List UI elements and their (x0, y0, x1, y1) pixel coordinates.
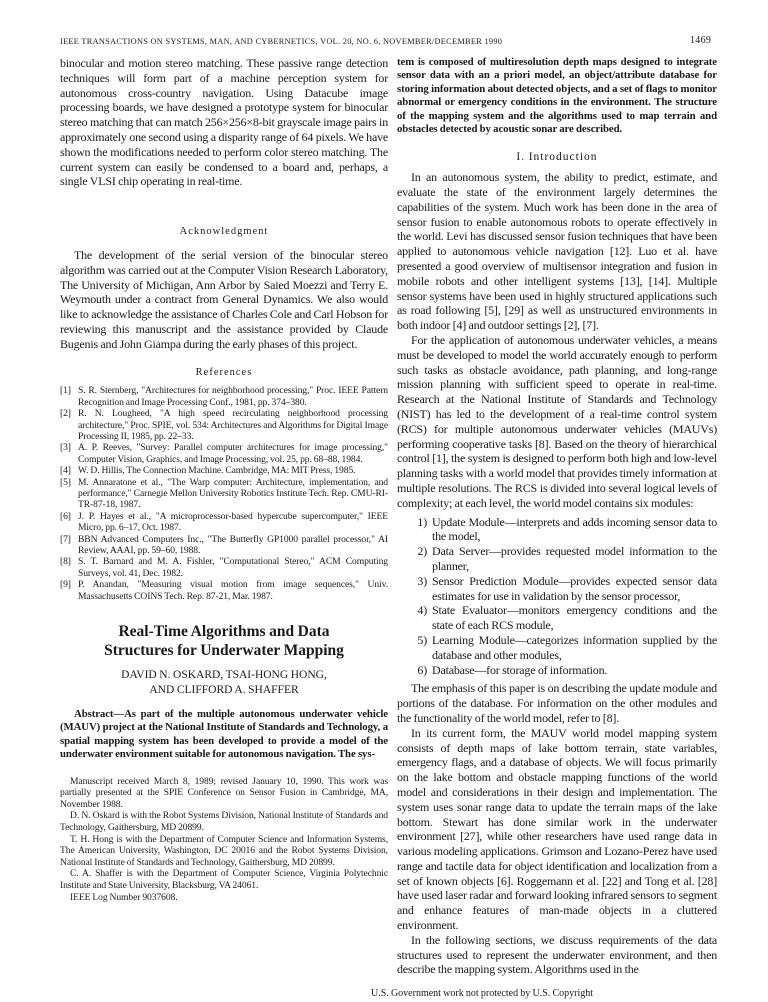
reference-number: [6] (60, 510, 71, 522)
intro-paragraph-4: In its current form, the MAUV world model mapping system consists of depth maps of lake bottom terrain, state variables, emergency flags, and a database of objects. We will focus primarily on the lake bottom and obstacle mapping functions of the world model and considerations in their design and implementation. The system uses sonar range data to update the terrain maps of the lake bottom. Stewart has done similar work in the underwater environment [27], while other researchers have used range data in various modeling applications. Grimson and Lozano-Perez have used range and tactile data for object identification and localization from a set of known objects [6]. Roggemann et al. [22] and Tong et al. [28] have used laser radar and forward looking infrared sensors to segment and enhance features of man-made objects in a cluttered environment. (397, 725, 717, 933)
intro-paragraph-1: In an autonomous system, the ability to predict, estimate, and evaluate the state of the environment largely determines the capabilities of the system. Much work has been done in the area of sensor fusion to enable autonomous robots to operate effectively in the world. Levi has discussed sensor fusion techniques that have been applied to autonomous vehicle navigation [12]. Luo et al. have presented a good overview of multisensor integration and fusion in mobile robots and other intelligent systems [13], [14]. Multiple sensor systems have been used in highly structured applications such as road following [5], [29] as well as unstructured environments in both indoor [4] and outdoor settings [2], [7]. (397, 170, 717, 333)
reference-item (60, 442, 388, 465)
module-number: 1) (417, 514, 427, 529)
reference-text: A. P. Reeves, "Survey: Parallel computer architectures for image processing," Computer Vision, Graphics, and Image Processing, vol. 25, pp. 68–88, 1984. (78, 442, 388, 465)
footnote: C. A. Shaffer is with the Department of Computer Science, Virginia Polytechnic Institute and State University, Blacksburg, VA 24061. (60, 868, 388, 892)
reference-text: W. D. Hillis, The Connection Machine. Cambridge, MA: MIT Press, 1985. (78, 465, 356, 477)
module-list (397, 515, 717, 678)
module-item (397, 633, 717, 663)
intro-continuation: binocular and motion stereo matching. These passive range detection techniques will form part of a machine perception system for autonomous cross-country navigation. Using Datacube image processing boards, we have designed a prototype system for binocular stereo matching that can match 256×256×8-bit grayscale image pairs in approximately one second using a disparity range of 64 pixels. We have shown the modifications needed to perform color stereo matching. The current system can easily be condensed to a board and, perhaps, a single VLSI chip operating in real-time. (60, 56, 388, 189)
paper-title: Real-Time Algorithms and Data Structures for Underwater Mapping (104, 623, 344, 660)
reference-list (60, 385, 388, 602)
footnotes (60, 776, 388, 904)
reference-text: J. P. Hayes et al., "A microprocessor-based hypercube supercomputer," IEEE Micro, pp. 6–17, Oct. 1987. (78, 510, 388, 534)
intro-paragraph-5: In the following sections, we discuss requirements of the data structures used to represent the underwater environment, and then describe the mapping system. Algorithms used in the (397, 932, 717, 977)
module-number: 6) (417, 662, 427, 677)
reference-number: [2] (60, 408, 71, 420)
module-item (397, 663, 717, 678)
footnote: D. N. Oskard is with the Robot Systems Division, National Institute of Standards and Technology, Gaithersburg, MD 20899. (60, 810, 388, 834)
reference-item (60, 534, 388, 557)
reference-item (60, 465, 388, 476)
references-heading: References (195, 366, 253, 378)
reference-item (60, 511, 388, 534)
authors-line-2: AND CLIFFORD A. SHAFFER (149, 684, 299, 697)
page-number: 1469 (690, 35, 712, 46)
module-number: 4) (417, 603, 427, 618)
copyright-notice: U.S. Government work not protected by U.S. Copyright (370, 988, 594, 1000)
footnote: IEEE Log Number 9037608. (70, 891, 178, 903)
reference-item (60, 477, 388, 511)
reference-text: M. Annaratone et al., "The Warp computer: Architecture, implementation, and performance," Carnegie Mellon University Robotics Institute Tech. Rep. CMU-RI-TR-87-18, 1987. (78, 476, 388, 511)
reference-number: [3] (60, 442, 71, 454)
abstract-continuation: tem is composed of multiresolution depth maps designed to integrate sensor data with an a priori model, an object/attribute database for storing information about detected objects, and a set of flags to monitor abnormal or emergency conditions in the environment. The structure of the mapping system and the algorithms used to map terrain and obstacles detected by acoustic sonar are described. (397, 56, 717, 136)
reference-item (60, 385, 388, 408)
reference-text: R. N. Lougheed, "A high speed recirculating neighborhood processing architecture," Proc. SPIE, vol. 534: Architectures and Algorithms for Digital Image Processing II, 1985, pp. 22–33. (78, 408, 388, 442)
module-item (397, 603, 717, 633)
module-text: Learning Module—categorizes information supplied by the database and other modules, (432, 632, 717, 662)
reference-number: [4] (60, 465, 71, 477)
reference-text: P. Anandan, "Measuring visual motion from image sequences," Univ. Massachusetts COINS Tech. Rep. 87-21, Mar. 1987. (78, 579, 388, 602)
module-item (397, 515, 717, 545)
reference-number: [7] (60, 533, 71, 545)
module-number: 3) (417, 573, 427, 588)
module-text: State Evaluator—monitors emergency conditions and the state of each RCS module, (432, 603, 717, 633)
intro-paragraph-3: The emphasis of this paper is on describing the update module and portions of the database. For information on the other modules and the functionality of the world model, refer to [8]. (397, 681, 717, 725)
footnote: T. H. Hong is with the Department of Computer Science and Information Systems, The American University, Washington, DC 20016 and the Robot Systems Division, National Institute of Standards and Technology, Gaithersburg, MD 20899. (60, 833, 388, 868)
reference-item (60, 556, 388, 579)
abstract: Abstract—As part of the multiple autonomous underwater vehicle (MAUV) project at the National Institute of Standards and Technology, a spatial mapping system has been developed to provide a model of the underwater environment suitable for autonomous navigation. The sys- (60, 708, 388, 761)
reference-number: [1] (60, 385, 71, 397)
module-text: Database—for storage of information. (432, 662, 608, 677)
reference-item (60, 579, 388, 602)
reference-text: S. T. Barnard and M. A. Fishler, "Computational Stereo," ACM Computing Surveys, vol. 41, Dec. 1982. (78, 556, 388, 579)
module-item (397, 574, 717, 604)
module-text: Sensor Prediction Module—provides expected sensor data estimates for use in validation by the sensor processor, (432, 573, 717, 603)
running-header: IEEE TRANSACTIONS ON SYSTEMS, MAN, AND CYBERNETICS, VOL. 20, NO. 6, NOVEMBER/DECEMBER 1990 (60, 37, 503, 46)
section-heading: I. Introduction (516, 151, 598, 164)
module-text: Update Module—interprets and adds incoming sensor data to the model, (432, 514, 717, 544)
acknowledgment-text: The development of the serial version of the binocular stereo algorithm was carried out at the Computer Vision Research Laboratory, The University of Michigan, Ann Arbor by Saied Moezzi and Terry E. Weymouth under a contract from General Dynamics. We also would like to acknowledge the assistance of Charles Cole and Carl Hobson for reviewing this manuscript and the assistance provided by Claude Bugenis and John Giampa during the early phases of this project. (60, 247, 388, 351)
module-text: Data Server—provides requested model information to the planner, (432, 544, 717, 573)
module-number: 5) (417, 632, 427, 647)
reference-number: [9] (60, 579, 71, 591)
reference-number: [5] (60, 476, 71, 488)
footnote: Manuscript received March 8, 1989; revised January 10, 1990. This work was partially presented at the SPIE Conference on Sensor Fusion in Cambridge, MA, November 1988. (60, 775, 388, 810)
acknowledgment-heading: Acknowledgment (179, 226, 269, 238)
reference-number: [8] (60, 556, 71, 568)
reference-text: BBN Advanced Computers Inc., "The Butterfly GP1000 parallel processor," AI Review, AAAI, pp. 59–60, 1988. (78, 533, 388, 557)
intro-paragraph-2: For the application of autonomous underwater vehicles, a means must be developed to model the world accurately enough to perform such tasks as obstacle avoidance, path planning, and long-range mission planning with sufficient speed to operate in real-time. Research at the National Institute of Standards and Technology (NIST) has led to the development of a real-time control system (RCS) for multiple autonomous underwater vehicles (MAUVs) performing cooperative tasks [8]. Based on the theory of hierarchical control [1], the system is designed to perform both high and low-level planning tasks with a world model that provides timely information at multiple resolutions. The RCS is divided into several logical levels of complexity; at each level, the world model contains six modules: (397, 333, 717, 510)
module-item (397, 544, 717, 574)
reference-item (60, 408, 388, 442)
module-number: 2) (417, 544, 427, 559)
reference-text: S. R. Sternberg, "Architectures for neighborhood processing," Proc. IEEE Pattern Recognition and Image Processing Conf., 1981, pp. 374–380. (78, 385, 388, 408)
authors-line-1: DAVID N. OSKARD, TSAI-HONG HONG, (121, 669, 327, 682)
